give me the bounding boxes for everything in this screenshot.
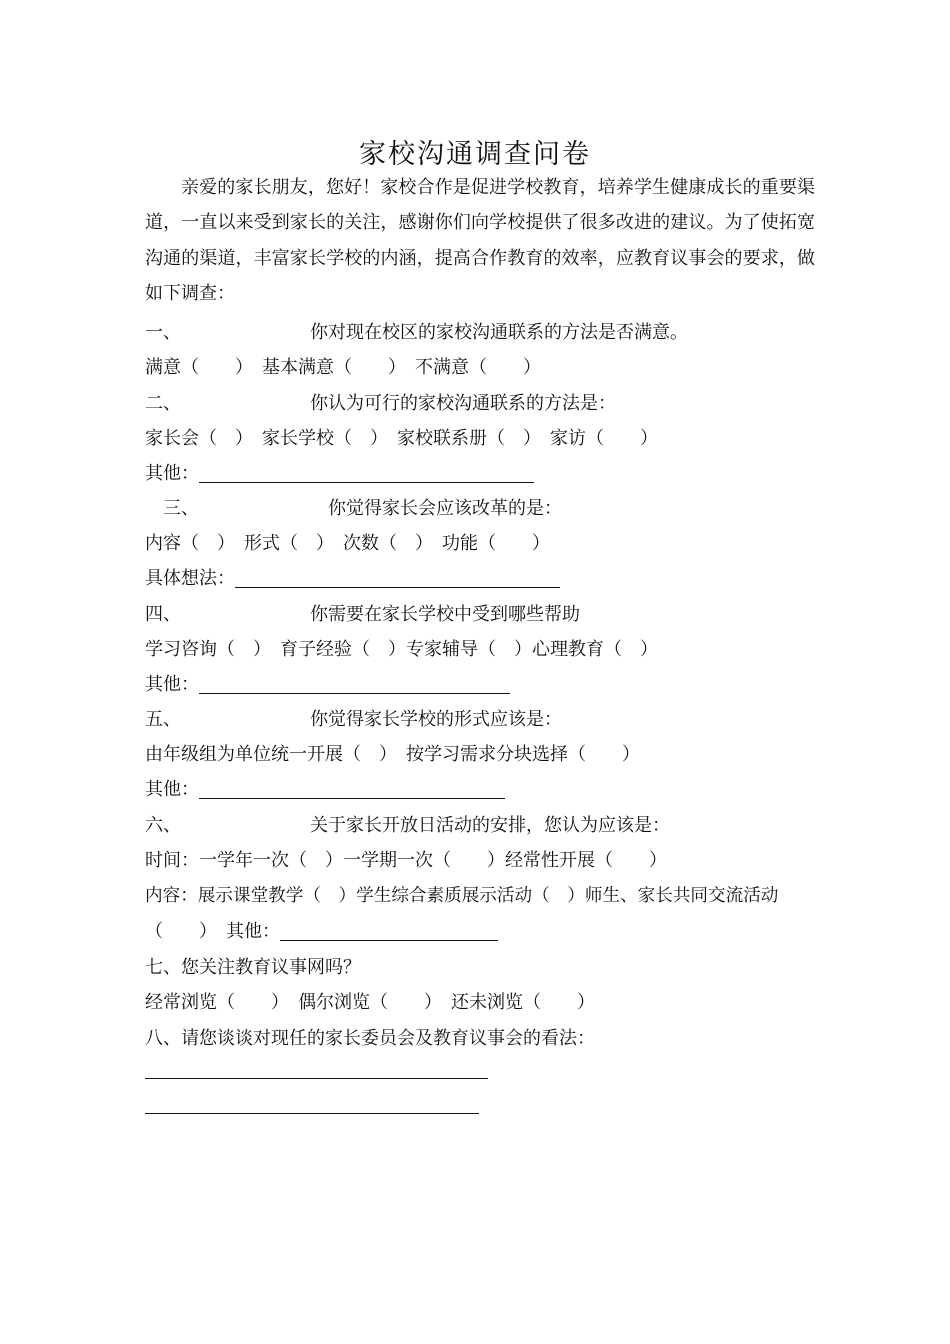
q6-other-blank[interactable] xyxy=(280,920,498,941)
q1-options[interactable]: 满意（ ） 基本满意（ ） 不满意（ ） xyxy=(145,357,541,378)
q4-other-label: 其他： xyxy=(145,674,199,695)
q3-number: 三、 xyxy=(163,498,199,519)
q4-question: 你需要在家长学校中受到哪些帮助 xyxy=(310,604,580,625)
intro-paragraph xyxy=(145,170,815,311)
q6-content-options[interactable]: 内容：展示课堂教学（ ）学生综合素质展示活动（ ）师生、家长共同交流活动 xyxy=(145,886,779,906)
q4-other-row xyxy=(145,672,510,698)
q7-options[interactable]: 经常浏览（ ） 偶尔浏览（ ） 还未浏览（ ） xyxy=(145,992,595,1013)
q2-other-label: 其他： xyxy=(145,463,199,484)
q2-question: 你认为可行的家校沟通联系的方法是： xyxy=(310,393,616,414)
q5-other-row xyxy=(145,777,505,803)
q3-question: 你觉得家长会应该改革的是： xyxy=(328,498,562,519)
q2-number: 二、 xyxy=(145,393,181,414)
q3-other-label: 具体想法： xyxy=(145,568,235,589)
q3-other-blank[interactable] xyxy=(235,567,560,588)
q4-other-blank[interactable] xyxy=(199,673,510,694)
q6-time-options[interactable]: 时间：一学年一次（ ）一学期一次（ ）经常性开展（ ） xyxy=(145,850,667,871)
intro-text: 亲爱的家长朋友，您好！家校合作是促进学校教育，培养学生健康成长的重要渠道，一直以来受到家长的关注，感谢你们向学校提供了很多改进的建议。为了使拓宽沟通的渠道，丰富家长学校的内涵，提高合作教育的效率，应教育议事会的要求，做如下调查： xyxy=(145,177,815,304)
q4-number: 四、 xyxy=(145,604,181,625)
q3-other-row xyxy=(145,566,560,592)
q6-content-cont[interactable]: （ ） 其他： xyxy=(145,921,280,942)
q2-other-row xyxy=(145,461,534,487)
q5-other-label: 其他： xyxy=(145,779,199,800)
q1-number: 一、 xyxy=(145,322,181,343)
q8-answer-line-2[interactable] xyxy=(145,1113,479,1114)
q7-question: 七、您关注教育议事网吗？ xyxy=(145,957,361,978)
q1-question: 你对现在校区的家校沟通联系的方法是否满意。 xyxy=(310,322,688,343)
q5-other-blank[interactable] xyxy=(199,778,505,799)
q2-other-blank[interactable] xyxy=(199,462,534,483)
q6-question: 关于家长开放日活动的安排，您认为应该是： xyxy=(310,815,670,836)
q3-options[interactable]: 内容（ ） 形式（ ） 次数（ ） 功能（ ） xyxy=(145,533,550,554)
q8-question: 八、请您谈谈对现任的家长委员会及教育议事会的看法： xyxy=(145,1028,595,1049)
q4-options[interactable]: 学习咨询（ ） 育子经验（ ）专家辅导（ ）心理教育（ ） xyxy=(145,639,658,660)
q5-number: 五、 xyxy=(145,709,181,730)
q5-options[interactable]: 由年级组为单位统一开展（ ） 按学习需求分块选择（ ） xyxy=(145,744,640,765)
q8-answer-line-1[interactable] xyxy=(145,1078,488,1079)
page-title: 家校沟通调查问卷 xyxy=(359,139,591,170)
q6-content-cont-row xyxy=(145,919,498,945)
q5-question: 你觉得家长学校的形式应该是： xyxy=(310,709,562,730)
q6-number: 六、 xyxy=(145,815,181,836)
q2-options[interactable]: 家长会（ ） 家长学校（ ） 家校联系册（ ） 家访（ ） xyxy=(145,428,658,449)
